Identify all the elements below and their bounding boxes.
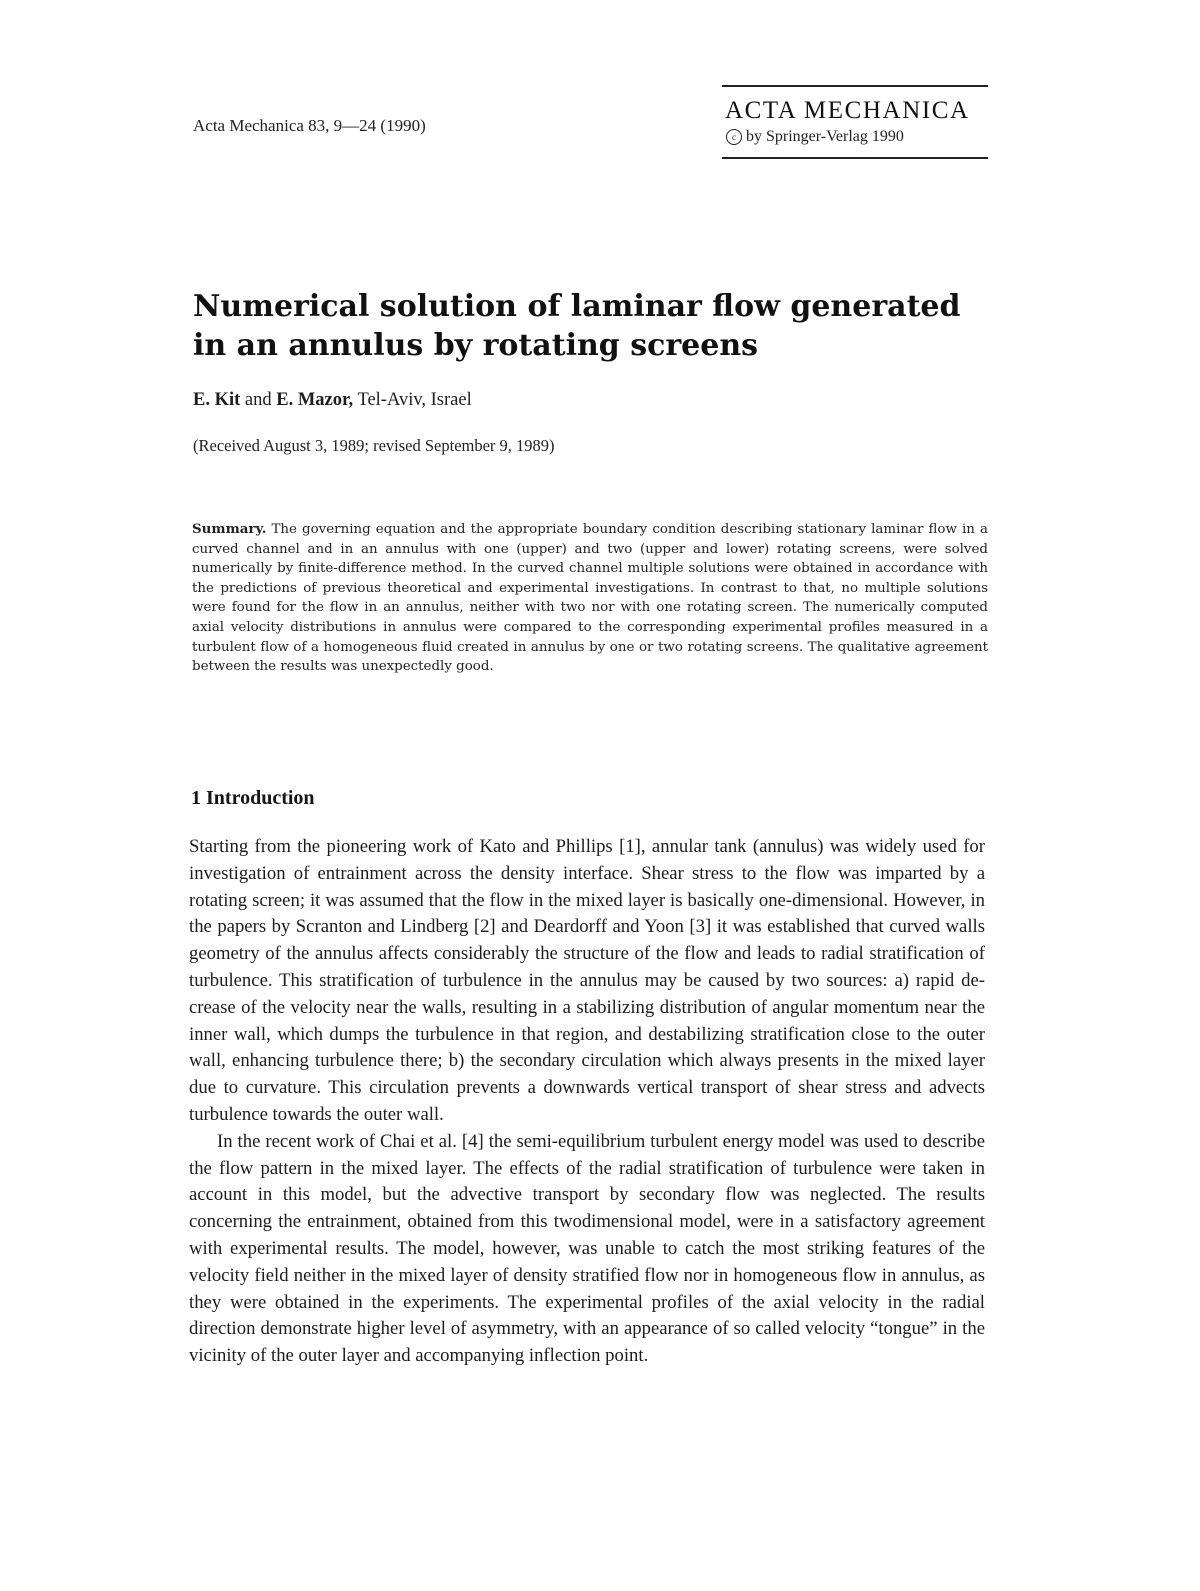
affiliation: Tel-Aviv, Israel (353, 390, 472, 410)
article-title-line-1: Numerical solution of laminar flow generated (193, 289, 961, 324)
received-dates: (Received August 3, 1989; revised September 9, 1989) (193, 436, 555, 455)
journal-masthead (722, 85, 988, 159)
abstract-label: Summary. (192, 521, 267, 537)
body-paragraph: Starting from the pioneering work of Kato and Phillips [1], annular tank (annulus) was widely used for investigation of entrainment across the density interface. Shear stress to the flow was imparted by a rotating screen; it was assumed that the flow in the mixed layer is basically one-dimensional. However, in the papers by Scranton and Lindberg [2] and Deardorff and Yoon [3] it was established that curved walls geometry of the annulus affects considerably the structure of the flow and leads to radial stratification of turbulence. This stratification of turbulence in the annulus may be caused by two sources: a) rapid decrease of the velocity near the walls, resulting in a stabilizing distribution of angular momentum near the inner wall, which dumps the turbulence in that region, and destabilizing stratification close to the outer wall, enhancing turbulence there; b) the secondary circulation which always presents in the mixed layer due to curvature. This circulation prevents a downwards vertical transport of shear stress and advects turbulence towards the outer wall. (189, 836, 985, 1125)
copyright-line (726, 128, 904, 146)
author-2: E. Mazor, (276, 390, 354, 410)
abstract (192, 520, 988, 677)
abstract-text: The governing equation and the appropriate boundary condition describing stationary laminar flow in a curved channel and in an annulus with one (upper) and two (upper and lower) rotating screens, were solved numerically by finite-difference method. In the curved channel multiple solutions were obtained in accordance with the predictions of previous theoretical and experimental investigations. In contrast to that, no multiple solutions were found for the flow in an annulus, neither with two nor with one rotating screen. The numerically computed axial velocity distributions in annulus were compared to the corresponding experimental profiles measured in a turbulent flow of a homogeneous fluid created in annulus by one or two rotating screens. The qualitative agreement between the results was unexpectedly good. (192, 522, 988, 675)
article-title (193, 287, 973, 365)
author-1: E. Kit (193, 390, 241, 410)
copyright-icon: c (726, 129, 742, 145)
author-line (193, 390, 472, 411)
author-joiner: and (240, 390, 277, 410)
copyright-text: by Springer-Verlag 1990 (746, 128, 904, 145)
section-heading: 1 Introduction (191, 787, 315, 809)
body-paragraph: In the recent work of Chai et al. [4] the semi-equilibrium turbulent energy model was used to describe the flow pattern in the mixed layer. The effects of the radial stratification of turbulence were taken in account in this model, but the advective transport by secondary flow was neglected. The results concerning the entrainment, obtained from this twodimensional model, were in a satisfactory agreement with experimental results. The model, however, was unable to catch the most striking features of the velocity field neither in the mixed layer of density stratified flow nor in homogeneous flow in annulus, as they were obtained in the experiments. The experimental profiles of the axial velocity in the radial direction demonstrate higher level of asymmetry, with an appearance of so called velocity “tongue” in the vicinity of the outer layer and accompanying inflection point. (189, 1130, 985, 1367)
running-head: Acta Mechanica 83, 9—24 (1990) (193, 116, 426, 135)
article-title-line-2: in an annulus by rotating screens (193, 328, 759, 363)
journal-name: ACTA MECHANICA (725, 97, 970, 124)
section-body (189, 834, 985, 1370)
